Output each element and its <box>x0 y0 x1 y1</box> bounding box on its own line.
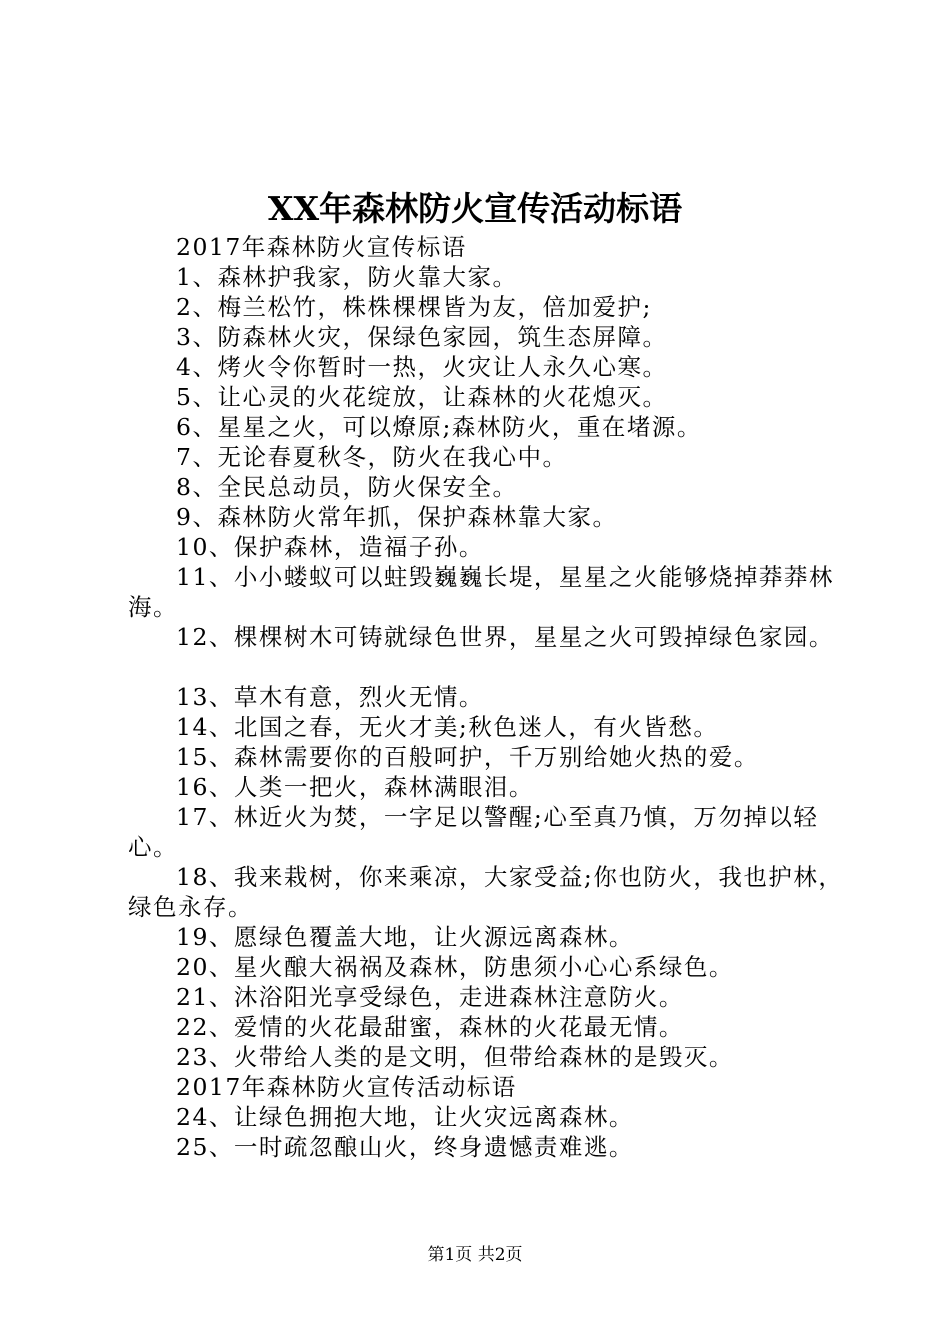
slogan-item: 18、我来栽树，你来乘凉，大家受益;你也防火，我也护林，绿色永存。 <box>128 863 844 921</box>
slogan-item: 24、让绿色拥抱大地，让火灾远离森林。 <box>176 1103 634 1131</box>
slogan-item: 22、爱情的火花最甜蜜，森林的火花最无情。 <box>176 1013 684 1041</box>
slogan-item: 21、沐浴阳光享受绿色，走进森林注意防火。 <box>176 983 684 1011</box>
slogan-item: 3、防森林火灾，保绿色家园，筑生态屏障。 <box>176 323 668 351</box>
page-footer: 第1页 共2页 <box>427 1245 523 1265</box>
slogan-item: 17、林近火为焚，一字足以警醒;心至真乃慎，万勿掉以轻心。 <box>128 803 819 861</box>
slogan-item: 2、梅兰松竹，株株棵棵皆为友，倍加爱护; <box>176 293 652 321</box>
slogan-item: 9、森林防火常年抓，保护森林靠大家。 <box>176 503 618 531</box>
slogan-item: 13、草木有意，烈火无情。 <box>176 683 484 711</box>
slogan-item: 15、森林需要你的百般呵护，千万别给她火热的爱。 <box>176 743 759 771</box>
slogan-item: 8、全民总动员，防火保安全。 <box>176 473 518 501</box>
slogan-item: 10、保护森林，造福子孙。 <box>176 533 484 561</box>
slogan-item: 12、棵棵树木可铸就绿色世界，星星之火可毁掉绿色家园。 <box>176 623 834 651</box>
document-body <box>128 232 850 1162</box>
slogan-item: 19、愿绿色覆盖大地，让火源远离森林。 <box>176 923 634 951</box>
slogan-item: 1、森林护我家，防火靠大家。 <box>176 263 518 291</box>
slogan-item: 20、星火酿大祸祸及森林，防患须小心心系绿色。 <box>176 953 734 981</box>
slogan-item: 14、北国之春，无火才美;秋色迷人，有火皆愁。 <box>176 713 719 741</box>
section-heading: 2017年森林防火宣传活动标语 <box>176 1073 517 1101</box>
slogan-item: 4、烤火令你暂时一热，火灾让人永久心寒。 <box>176 353 668 381</box>
document-title: XX年森林防火宣传活动标语 <box>267 189 683 228</box>
slogan-item: 6、星星之火，可以燎原;森林防火，重在堵源。 <box>176 413 702 441</box>
slogan-item: 16、人类一把火，森林满眼泪。 <box>176 773 534 801</box>
section-heading: 2017年森林防火宣传标语 <box>176 233 467 261</box>
slogan-item: 11、小小蝼蚁可以蛀毁巍巍长堤，星星之火能够烧掉莽莽林海。 <box>128 563 834 621</box>
slogan-item: 25、一时疏忽酿山火，终身遗憾责难逃。 <box>176 1133 634 1161</box>
slogan-item: 7、无论春夏秋冬，防火在我心中。 <box>176 443 568 471</box>
slogan-item: 23、火带给人类的是文明，但带给森林的是毁灭。 <box>176 1043 734 1071</box>
slogan-item: 5、让心灵的火花绽放，让森林的火花熄灭。 <box>176 383 668 411</box>
